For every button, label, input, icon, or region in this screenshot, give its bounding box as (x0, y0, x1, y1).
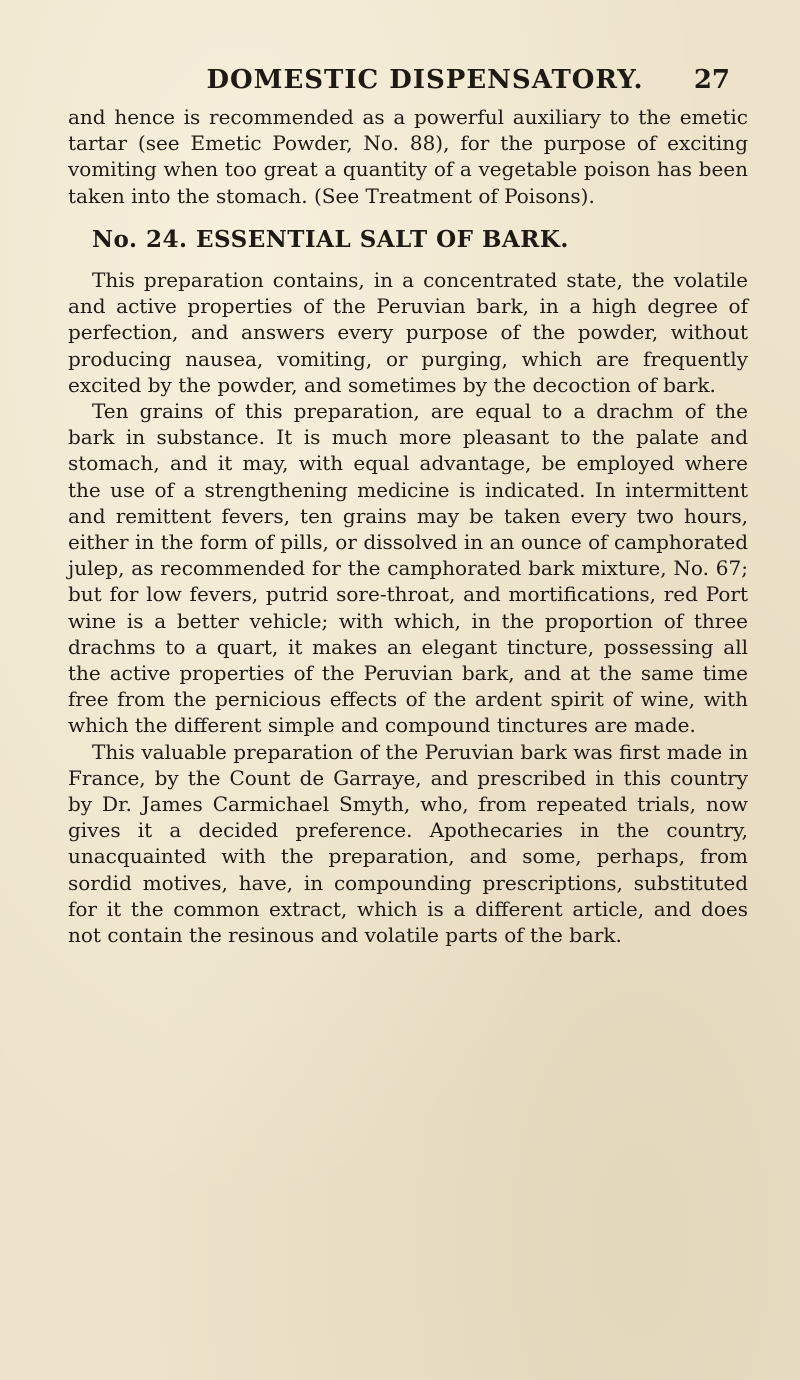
intro-paragraph: and hence is recommended as a powerful auxiliary to the emetic tartar (see Emetic Powder, No. 88), for the purpose of exciting vomiting when too great a quantity of a vegetable poison has been taken into the stomach. (See Treatment of Poisons). (68, 105, 748, 208)
running-title: DOMESTIC DISPENSATORY. (206, 65, 644, 95)
paragraph: Ten grains of this preparation, are equal to a drachm of the bark in substance. It is much more pleasant to the palate and stomach, and it may, with equal advantage, be employed where the use of a strengthening medicine is indicated. In intermittent and remittent fevers, ten grains may be taken every two hours, either in the form of pills, or dissolved in an ounce of camphorated julep, as recommended for the camphorated bark mixture, No. 67; but for low fevers, putrid sore-throat, and mortifications, red Port wine is a better vehicle; with which, in the proportion of three drachms to a quart, it makes an elegant tincture, possessing all the active properties of the Peruvian bark, and at the same time free from the pernicious effects of the ardent spirit of wine, with which the different simple and compound tinctures are made. (68, 399, 748, 738)
paragraph: This preparation contains, in a concentrated state, the volatile and active properties of the Peruvian bark, in a high degree of perfection, and answers every purpose of the powder, without producing nausea, vomiting, or purging, which are frequently excited by the powder, and sometimes by the decoction of bark. (68, 268, 748, 397)
paragraph: This valuable preparation of the Peruvian bark was first made in France, by the Count de Garraye, and prescribed in this country by Dr. James Carmichael Smyth, who, from repeated trials, now gives it a decided preference. Apothecaries in the country, unacquainted with the preparation, and some, perhaps, from sordid motives, have, in compounding prescriptions, substituted for it the common extract, which is a different article, and does not contain the resinous and volatile parts of the bark. (68, 739, 748, 948)
section-heading: No. 24. ESSENTIAL SALT OF BARK. (92, 225, 569, 253)
page-number: 27 (693, 65, 730, 95)
body-text (68, 104, 748, 948)
running-head (170, 60, 730, 100)
